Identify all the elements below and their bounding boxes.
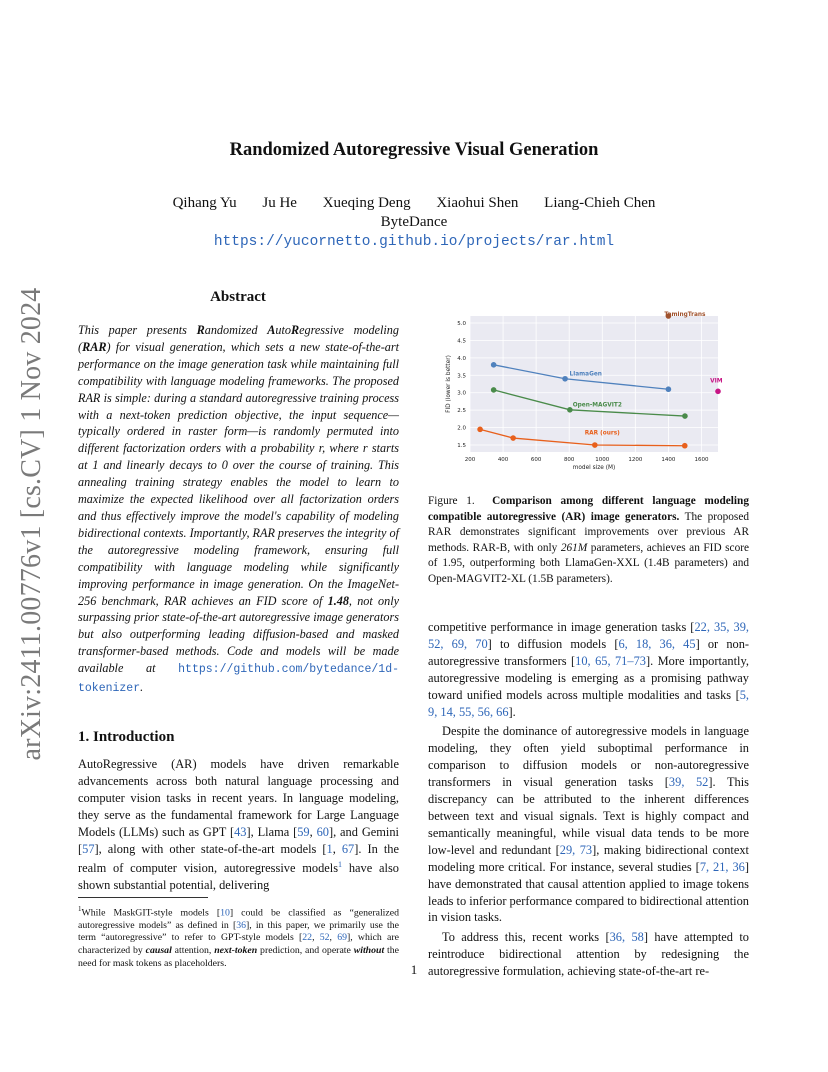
footnote-text: ] could be classified as “generalized autoregressive models” as defined in [ (78, 907, 399, 931)
x-tick-label: 1200 (628, 457, 643, 463)
abstract-text: . (140, 680, 144, 695)
citation-link[interactable]: 22, 35, 39, 52, 69, 70 (428, 620, 749, 651)
citation-link[interactable]: 59 (297, 824, 310, 839)
body-text: Despite the dominance of autoregressive models in language modeling, they often yield suboptimal performance in comparison to diffusion models or non-autoregressive transformers in visual generation tasks [ (428, 724, 749, 790)
series-label: RAR (ours) (584, 430, 620, 437)
abstract-text: ) for visual generation, which sets a new state-of-the-art performance on the image generation task while maintaining full compatibility with language modeling frameworks. The proposed RAR is simple: during a standard autoregressive training process with a next-token prediction objective, the input sequence—typically ordered in raster form—is randomly permuted into different factorization orders with a probability r, where r starts at 1 and linearly decays to 0 over the course of training. This annealing training strategy enables the model to learn to maximize the expected likelihood over all factorization orders and thus effectively improve the model's capability of modeling bidirectional contexts. Importantly, RAR preserves the integrity of the autoregressive modeling framework, ensuring full compatibility with language modeling while significantly improving performance in image generation. On the ImageNet-256 benchmark, RAR achieves an FID score of (78, 339, 399, 608)
abstract-body (78, 322, 399, 698)
x-tick-label: 400 (497, 457, 509, 463)
data-point (592, 442, 598, 448)
arxiv-stamp (10, 287, 54, 761)
series-label: LlamaGen (569, 371, 602, 378)
affiliation: ByteDance (380, 214, 448, 230)
paragraph (428, 723, 749, 926)
intro-paragraph (78, 756, 399, 894)
body-text: ]. This discrepancy can be attributed to the inherent differences between text and visual signals. Text is highly compact and semantically meaningful, while visual data tends to be more low-level and redundant [ (428, 775, 749, 857)
abstract-text: R (290, 323, 300, 337)
body-text: ] have demonstrated that causal attention applied to image tokens leads to inferior performance compared to bidirectional attention in vision tasks. (428, 859, 749, 925)
abstract-text: 1.48 (327, 593, 349, 608)
footnote-divider (78, 897, 208, 898)
x-tick-label: 1600 (694, 457, 709, 463)
figure-caption (428, 494, 749, 588)
footnote-text: ], which are characterized by (78, 932, 399, 957)
footnote-text: While MaskGIT-style models [ (81, 907, 221, 919)
arxiv-id: arXiv:2411.00776v1 [cs.CV] 1 Nov 2024 (16, 287, 47, 761)
abstract-text: This paper presents (78, 323, 197, 337)
abstract-text: RAR (82, 339, 107, 354)
citation-link[interactable]: 29, 73 (559, 842, 593, 857)
x-tick-label: 800 (563, 457, 575, 463)
caption-text: parameters, achieves an FID score of 1.95, outperforming both LlamaGen-XXL (1.4B parameters) and Open-MAGVIT2-XL (1.5B parameters). (428, 541, 749, 585)
body-text: AutoRegressive (AR) models have driven remarkable advancements across both natural language processing and computer vision tasks in recent years. In language modeling, they serve as the fundamental framework for Large Language Models (LLMs) such as GPT [ (78, 757, 399, 839)
footnote-text: next-token (214, 945, 258, 957)
y-axis-label: FID (lower is better) (446, 355, 452, 413)
fid-vs-model-size-chart (440, 308, 730, 476)
body-text: ]. More importantly, autoregressive modeling is emerging as a promising pathway toward unified models across multiple modalities and tasks [ (428, 653, 749, 702)
paragraph (428, 619, 749, 720)
series-label: Open-MAGVIT2 (572, 402, 622, 409)
body-text: ] have attempted to reintroduce bidirectional attention by redesigning the autoregressive formulation, achieving state-of-the-art re- (428, 930, 749, 979)
data-point (562, 376, 568, 382)
abstract-text: andomized (204, 323, 268, 337)
x-axis-label: model size (M) (572, 465, 616, 471)
data-point (477, 427, 483, 433)
footnote (78, 903, 399, 970)
citation-link[interactable]: 22 (302, 932, 313, 944)
x-tick-label: 1400 (661, 457, 676, 463)
page-number: 1 (410, 962, 418, 977)
y-tick-label: 2.0 (457, 425, 466, 432)
footnote-marker[interactable]: 1 (338, 860, 343, 870)
citation-link[interactable]: 6, 18, 36, 45 (618, 636, 696, 651)
author-name: Ju He (262, 195, 297, 211)
citation-link[interactable]: 10 (220, 907, 230, 919)
footnote-text: without (353, 945, 385, 957)
author-name: Qihang Yu (172, 195, 237, 211)
y-tick-label: 3.5 (457, 373, 466, 380)
data-point (491, 362, 497, 368)
citation-link[interactable]: 36, 58 (609, 930, 644, 945)
citation-link[interactable]: 60 (316, 824, 329, 839)
citation-link[interactable]: 5, 9, 14, 55, 56, 66 (428, 687, 749, 719)
author-name: Liang-Chieh Chen (544, 195, 656, 211)
data-point (491, 387, 497, 393)
series-label: TamingTrans (664, 312, 706, 318)
footnote-text: , (312, 932, 320, 944)
body-text: ], Llama [ (246, 824, 298, 839)
y-tick-label: 4.5 (457, 338, 466, 345)
citation-link[interactable]: 57 (82, 841, 95, 856)
citation-link[interactable]: 39, 52 (668, 775, 709, 790)
footnote-text: ], in this paper, we primarily use the term “autoregressive” to refer to GPT-style models [ (78, 919, 399, 944)
y-tick-label: 1.5 (457, 443, 466, 450)
citation-link[interactable]: 10, 65, 71–73 (575, 653, 646, 668)
body-text: ] or non-autoregressive transformers [ (428, 636, 750, 668)
caption-title: Comparison among different language modeling compatible autoregressive (AR) image generators. (428, 495, 749, 523)
body-text: ], along with other state-of-the-art models [ (94, 841, 327, 856)
caption-text: 261M (560, 541, 588, 554)
abstract-heading: Abstract (210, 289, 266, 305)
abstract-text: uto (275, 323, 291, 337)
project-url-link[interactable]: https://yucornetto.github.io/projects/rar.html (213, 234, 615, 250)
body-text: ]. In the realm of computer vision, autoregressive models (78, 841, 399, 876)
citation-link[interactable]: 7, 21, 36 (699, 859, 745, 874)
citation-link[interactable]: 36 (236, 919, 246, 931)
body-text: , (332, 841, 342, 856)
footnote-text: , (329, 932, 338, 944)
code-link[interactable]: https://github.com/bytedance/1d-tokenizer (78, 663, 399, 696)
y-tick-label: 5.0 (457, 320, 466, 327)
series-label: VIM (710, 378, 723, 385)
abstract-text: , not only surpassing prior state-of-the-art autoregressive image generators but also outperforming leading diffusion-based and masked transformer-based methods. Code and models will be made available at (78, 593, 400, 676)
y-tick-label: 2.5 (457, 408, 466, 415)
body-text: ], making bidirectional context modeling more critical. For instance, several studies [ (428, 842, 750, 874)
body-text: ]. (508, 704, 516, 719)
caption-label: Figure 1. (428, 495, 475, 507)
data-point (682, 413, 688, 419)
body-text: ], and Gemini [ (78, 824, 399, 856)
author-name: Xueqing Deng (322, 195, 411, 211)
footnote-text: prediction, and operate (257, 945, 354, 957)
author-name: Xiaohui Shen (436, 195, 519, 211)
paper-title: Randomized Autoregressive Visual Generation (229, 140, 599, 160)
footnote-text: the need for mask tokens as placeholders. (78, 945, 400, 969)
citation-link[interactable]: 69 (337, 932, 347, 944)
body-text: ] to diffusion models [ (487, 636, 619, 651)
y-tick-label: 3.0 (457, 390, 466, 397)
data-point (510, 435, 516, 441)
body-text: , (309, 824, 317, 839)
x-tick-label: 200 (464, 457, 476, 463)
x-tick-label: 600 (530, 457, 542, 463)
body-text: competitive performance in image generation tasks [ (428, 620, 695, 634)
body-text: have also shown substantial potential, delivering (78, 861, 399, 893)
y-tick-label: 4.0 (457, 355, 466, 362)
citation-link[interactable]: 67 (341, 841, 355, 856)
abstract-text: egressive modeling ( (78, 323, 399, 354)
citation-link[interactable]: 1 (326, 841, 333, 856)
footnote-text: attention, (171, 945, 215, 957)
author-list (0, 195, 828, 212)
caption-text: The proposed RAR demonstrates significant improvements over previous AR methods. RAR-B, with only (428, 510, 749, 554)
right-column-text (428, 619, 749, 980)
body-text: To address this, recent works [ (442, 930, 610, 945)
citation-link[interactable]: 52 (319, 932, 330, 944)
footnote-text: causal (145, 945, 172, 957)
citation-link[interactable]: 43 (234, 824, 247, 839)
section-heading: 1. Introduction (78, 729, 175, 745)
data-point (666, 386, 672, 392)
data-point (715, 389, 721, 395)
x-tick-label: 1000 (595, 457, 610, 463)
data-point (682, 443, 688, 449)
footnote-mark: 1 (78, 905, 82, 913)
abstract-text: A (267, 323, 276, 337)
abstract-text: R (196, 323, 205, 337)
